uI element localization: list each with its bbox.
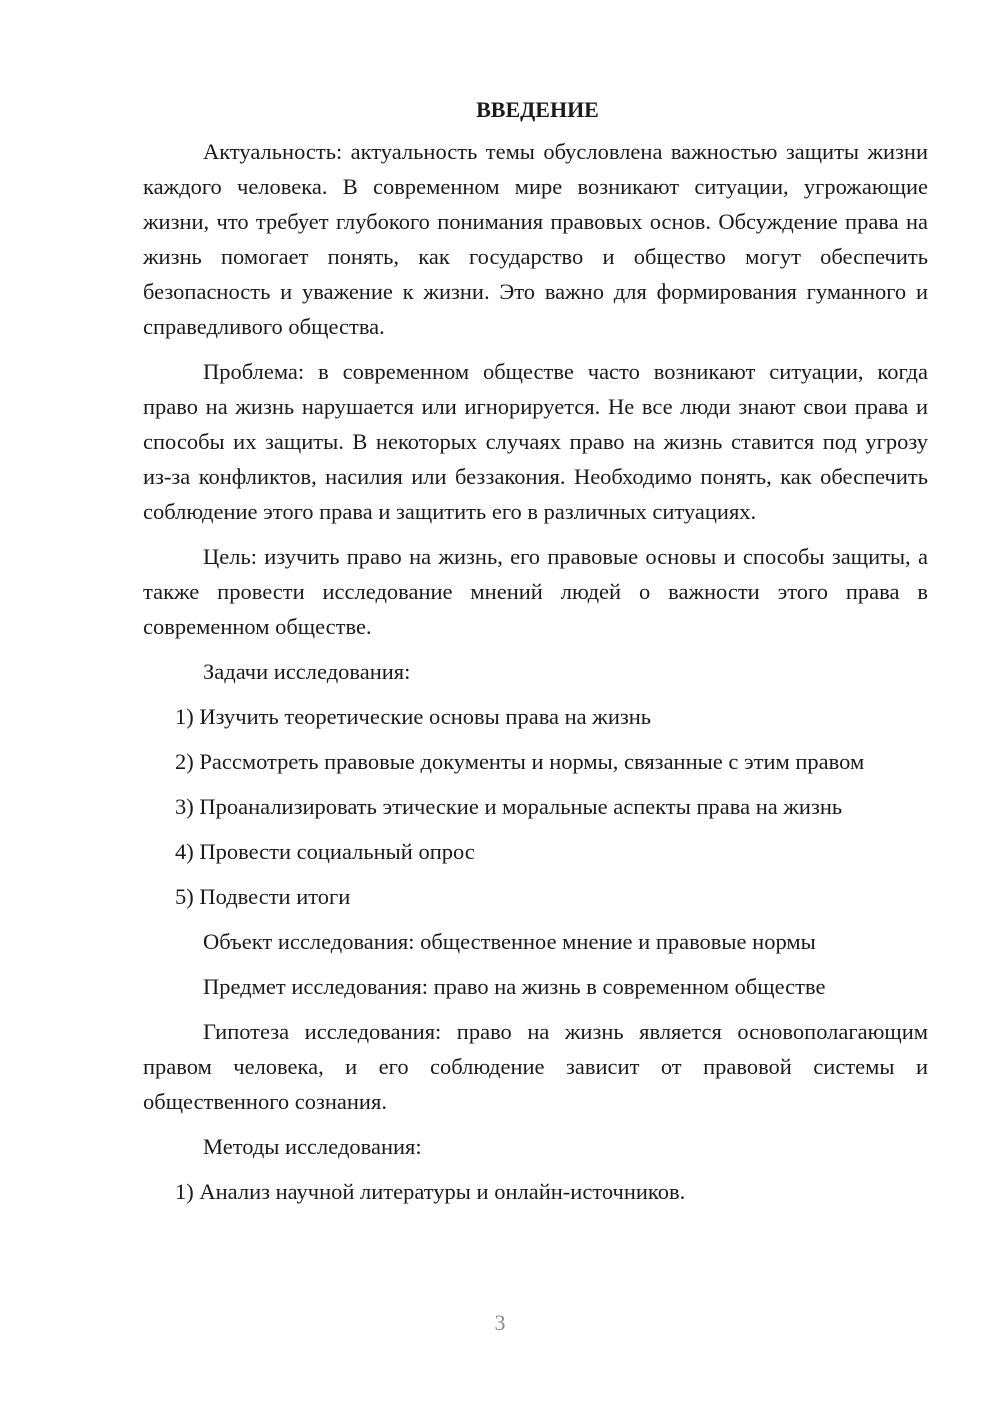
page-number: 3 <box>494 1310 506 1335</box>
methods-heading: Методы исследования: <box>203 1134 422 1159</box>
paragraph-object: Объект исследования: общественное мнение и правовые нормы <box>203 929 816 954</box>
paragraph-relevance: Актуальность: актуальность темы обусловлена важностью защиты жизни каждого человека. В современном мире возникают ситуации, угрожающие жизни, что требует глубокого понимания правовых основ. Обсуждение права на жизнь помогает понять, как государство и общество могут обеспечить безопасность и уважение к жизни. Это важно для формирования гуманного и справедливого общества. <box>143 139 928 339</box>
task-item: 5) Подвести итоги <box>175 884 351 909</box>
paragraph-subject: Предмет исследования: право на жизнь в современном обществе <box>203 974 826 999</box>
paragraph-goal: Цель: изучить право на жизнь, его правовые основы и способы защиты, а также провести исследование мнений людей о важности этого права в современном обществе. <box>143 544 928 639</box>
page-title: ВВЕДЕНИЕ <box>476 97 599 122</box>
paragraph-hypothesis: Гипотеза исследования: право на жизнь является основополагающим правом человека, и его соблюдение зависит от правовой системы и общественного сознания. <box>143 1019 928 1114</box>
method-item: 1) Анализ научной литературы и онлайн-источников. <box>175 1179 686 1204</box>
page-content <box>143 92 928 1209</box>
task-item: 2) Рассмотреть правовые документы и нормы, связанные с этим правом <box>175 749 865 774</box>
task-item: 4) Провести социальный опрос <box>175 839 475 864</box>
tasks-heading: Задачи исследования: <box>203 659 411 684</box>
paragraph-problem: Проблема: в современном обществе часто возникают ситуации, когда право на жизнь нарушается или игнорируется. Не все люди знают свои права и способы их защиты. В некоторых случаях право на жизнь ставится под угрозу из-за конфликтов, насилия или беззакония. Необходимо понять, как обеспечить соблюдение этого права и защитить его в различных ситуациях. <box>143 359 928 524</box>
task-item: 1) Изучить теоретические основы права на жизнь <box>175 704 652 729</box>
task-item: 3) Проанализировать этические и моральные аспекты права на жизнь <box>175 794 843 819</box>
